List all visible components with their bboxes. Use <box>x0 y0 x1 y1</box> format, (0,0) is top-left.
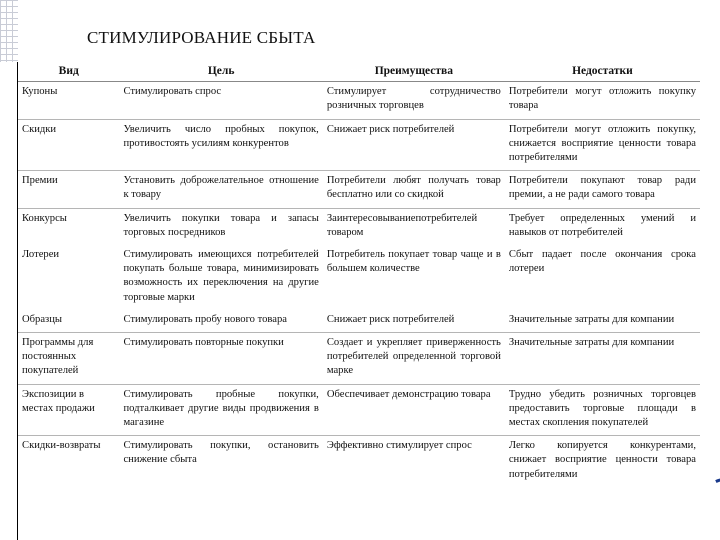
cell-advantages: Обеспечивает демонстрацию товара <box>323 384 505 436</box>
cell-type: Купоны <box>18 82 119 119</box>
header-disadvantages: Недостатки <box>505 62 700 82</box>
table-row <box>18 436 700 487</box>
cell-disadvantages: Потребители покупают товар ради премии, а не ради самого товара <box>505 171 700 208</box>
cell-disadvantages: Значительные затраты для компании <box>505 310 700 333</box>
cell-type: Образцы <box>18 310 119 333</box>
cell-goal: Установить доброжелательное отношение к товару <box>119 171 322 208</box>
cell-type: Экспозиции в местах продажи <box>18 384 119 436</box>
cell-disadvantages: Значительные затраты для компании <box>505 333 700 385</box>
cell-disadvantages: Легко копируется конкурентами, снижает восприятие ценности товара потребителями <box>508 440 696 480</box>
cell-advantages: Потребители любят получать товар бесплатно или со скидкой <box>323 171 505 208</box>
cell-advantages: Эффективно стимулирует спрос <box>326 440 472 452</box>
cell-advantages: Снижает риск потребителей <box>323 310 505 333</box>
cell-advantages: Заинтересовываниепотребителей товаром <box>326 212 478 238</box>
cell-disadvantages: Трудно убедить розничных торговцев предоставить торговые площади в местах скопления покупателей <box>505 384 700 436</box>
cell-type: Конкурсы <box>22 212 67 224</box>
table-row <box>18 384 700 436</box>
cell-advantages: Потребитель покупает товар чаще и в большем количестве <box>326 249 501 275</box>
header-goal: Цель <box>119 62 322 82</box>
cell-disadvantages: Потребители могут отложить покупку, снижается восприятие ценности товара потребителями <box>505 119 700 171</box>
cell-goal: Стимулировать пробу нового товара <box>119 310 322 333</box>
cell-type: Программы для постоянных покупателей <box>18 333 119 385</box>
cell-type: Скидки-возвраты <box>22 440 101 452</box>
cell-advantages: Стимулирует сотрудничество розничных торговцев <box>323 82 505 119</box>
table-row <box>18 82 700 119</box>
table-row <box>18 171 700 208</box>
sales-promotion-table <box>18 62 700 487</box>
cell-disadvantages: Сбыт падает после окончания срока лотереи <box>508 249 696 275</box>
cell-disadvantages: Требует определенных умений и навыков от потребителей <box>508 212 696 238</box>
table-row <box>18 310 700 333</box>
cell-goal: Увеличить покупки товара и запасы торговых посредников <box>123 212 319 238</box>
table-row <box>18 119 700 171</box>
cell-goal: Стимулировать спрос <box>119 82 322 119</box>
cell-type: Скидки <box>18 119 119 171</box>
cell-goal: Стимулировать покупки, остановить снижение сбыта <box>123 440 319 466</box>
table-header-row <box>18 62 700 82</box>
header-advantages: Преимущества <box>323 62 505 82</box>
cell-goal: Стимулировать повторные покупки <box>119 333 322 385</box>
corner-grid-decoration <box>0 0 18 62</box>
cell-type: Лотереи <box>22 249 60 261</box>
cell-goal: Стимулировать имеющихся потребителей покупать больше товара, минимизировать возможность их переключения на другие торговые марки <box>123 249 319 303</box>
page-title: СТИМУЛИРОВАНИЕ СБЫТА <box>87 28 316 47</box>
table-row <box>18 333 700 385</box>
cell-advantages: Создает и укрепляет приверженность потребителей определенной торговой марке <box>323 333 505 385</box>
cell-type: Премии <box>18 171 119 208</box>
cell-disadvantages: Потребители могут отложить покупку товара <box>505 82 700 119</box>
cell-goal: Увеличить число пробных покупок, противостоять усилиям конкурентов <box>119 119 322 171</box>
header-type: Вид <box>18 62 119 82</box>
cell-goal: Стимулировать пробные покупки, подталкивает другие виды продвижения в магазине <box>119 384 322 436</box>
cell-advantages: Снижает риск потребителей <box>323 119 505 171</box>
table-row <box>18 245 700 310</box>
table-row <box>18 208 700 245</box>
